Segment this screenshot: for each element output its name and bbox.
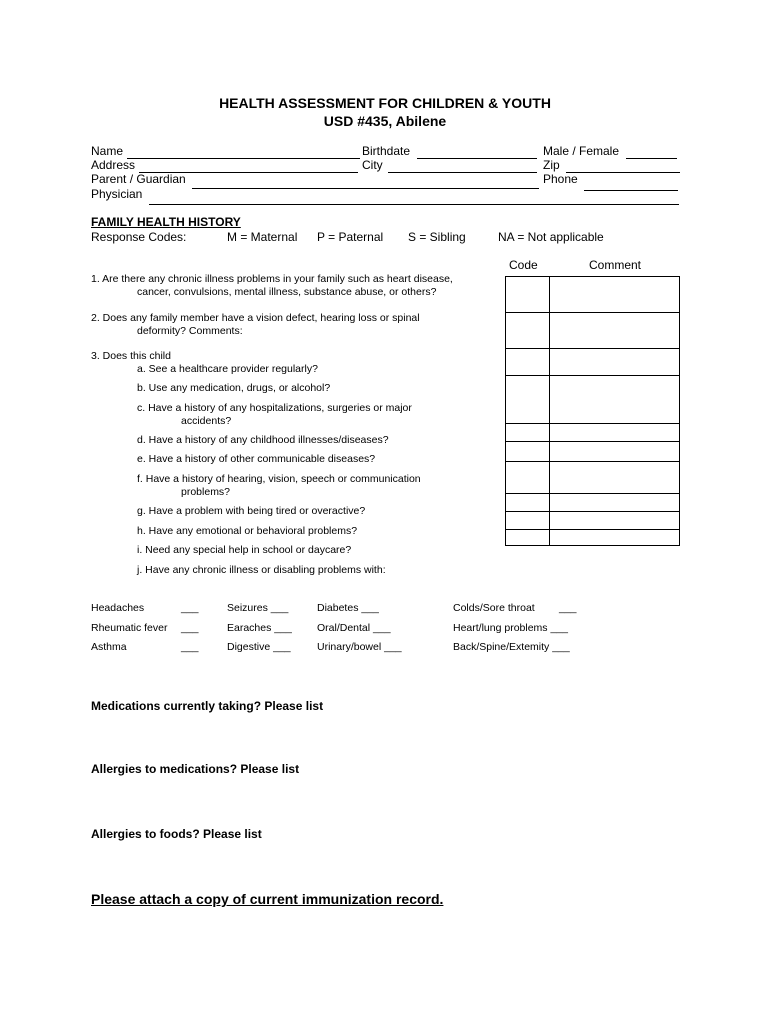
condition-earaches[interactable]: Earaches ___ <box>227 622 292 634</box>
name-field[interactable] <box>127 146 360 159</box>
question-3: 3. Does this child <box>91 350 171 362</box>
question-3f-cont: problems? <box>181 486 231 498</box>
question-3e: e. Have a history of other communicable diseases? <box>137 453 376 465</box>
question-3h: h. Have any emotional or behavioral problems? <box>137 525 358 537</box>
city-field[interactable] <box>388 160 537 173</box>
condition-urinary-bowel[interactable]: Urinary/bowel ___ <box>317 641 402 653</box>
condition-asthma: Asthma <box>91 641 127 653</box>
physician-field[interactable] <box>149 192 679 205</box>
condition-heart-lung[interactable]: Heart/lung problems ___ <box>453 622 568 634</box>
birthdate-label: Birthdate <box>362 144 411 158</box>
condition-digestive[interactable]: Digestive ___ <box>227 641 291 653</box>
question-1: 1. Are there any chronic illness problems in your family such as heart disease, <box>91 273 453 285</box>
question-3c-cont: accidents? <box>181 415 232 427</box>
physician-label: Physician <box>91 187 143 201</box>
column-comment-header: Comment <box>589 258 642 272</box>
medications-prompt: Medications currently taking? Please list <box>91 699 324 713</box>
family-history-heading: FAMILY HEALTH HISTORY <box>91 215 241 229</box>
immunization-notice: Please attach a copy of current immunization record. <box>91 891 444 907</box>
condition-colds-blank[interactable]: ___ <box>559 602 577 614</box>
condition-rheumatic-fever-blank[interactable]: ___ <box>181 622 199 634</box>
question-3j: j. Have any chronic illness or disabling problems with: <box>137 564 386 576</box>
condition-diabetes[interactable]: Diabetes ___ <box>317 602 379 614</box>
phone-field[interactable] <box>584 178 678 191</box>
question-3i: i. Need any special help in school or daycare? <box>137 544 352 556</box>
code-not-applicable: NA = Not applicable <box>498 230 604 244</box>
page-subtitle: USD #435, Abilene <box>323 113 447 129</box>
condition-headaches: Headaches <box>91 602 145 614</box>
question-2: 2. Does any family member have a vision defect, hearing loss or spinal <box>91 312 420 324</box>
name-label: Name <box>91 144 124 158</box>
parent-label: Parent / Guardian <box>91 172 186 186</box>
phone-label: Phone <box>543 172 578 186</box>
condition-back-spine[interactable]: Back/Spine/Extemity ___ <box>453 641 570 653</box>
question-3b: b. Use any medication, drugs, or alcohol? <box>137 382 331 394</box>
sex-label: Male / Female <box>543 144 620 158</box>
question-1-cont: cancer, convulsions, mental illness, substance abuse, or others? <box>137 286 437 298</box>
condition-headaches-blank[interactable]: ___ <box>181 602 199 614</box>
response-codes-label: Response Codes: <box>91 230 187 244</box>
zip-field[interactable] <box>566 160 680 173</box>
question-3d: d. Have a history of any childhood illnesses/diseases? <box>137 434 389 446</box>
medication-allergies-prompt: Allergies to medications? Please list <box>91 762 300 776</box>
page-title: HEALTH ASSESSMENT FOR CHILDREN & YOUTH <box>219 95 551 111</box>
question-3g: g. Have a problem with being tired or overactive? <box>137 505 366 517</box>
question-3f: f. Have a history of hearing, vision, speech or communication <box>137 473 421 485</box>
birthdate-field[interactable] <box>417 146 537 159</box>
condition-oral-dental[interactable]: Oral/Dental ___ <box>317 622 391 634</box>
question-3a: a. See a healthcare provider regularly? <box>137 363 318 375</box>
condition-asthma-blank[interactable]: ___ <box>181 641 199 653</box>
question-3c: c. Have a history of any hospitalizations, surgeries or major <box>137 402 412 414</box>
code-maternal: M = Maternal <box>227 230 298 244</box>
sex-field[interactable] <box>626 146 677 159</box>
code-paternal: P = Paternal <box>317 230 384 244</box>
question-2-cont: deformity? Comments: <box>137 325 243 337</box>
condition-colds: Colds/Sore throat <box>453 602 535 614</box>
zip-label: Zip <box>543 158 560 172</box>
city-label: City <box>362 158 383 172</box>
column-code-header: Code <box>509 258 538 272</box>
food-allergies-prompt: Allergies to foods? Please list <box>91 827 262 841</box>
code-sibling: S = Sibling <box>408 230 466 244</box>
address-label: Address <box>91 158 136 172</box>
condition-rheumatic-fever: Rheumatic fever <box>91 622 168 634</box>
condition-seizures[interactable]: Seizures ___ <box>227 602 289 614</box>
parent-field[interactable] <box>192 176 539 189</box>
